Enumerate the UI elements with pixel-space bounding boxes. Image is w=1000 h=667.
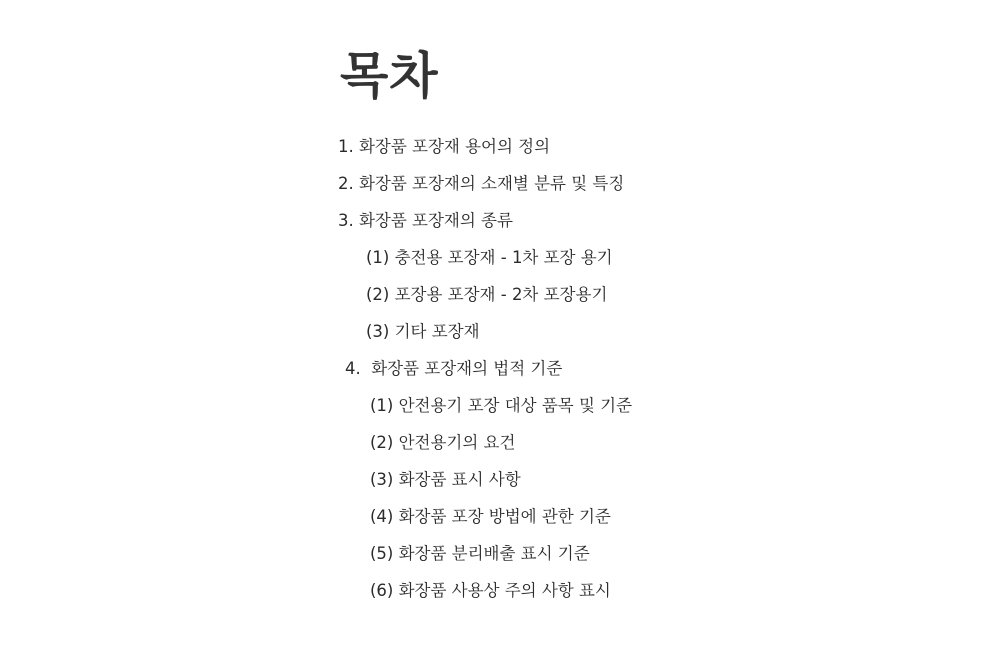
table-of-contents xyxy=(338,46,938,609)
toc-subitem-4-6: (6) 화장품 사용상 주의 사항 표시 xyxy=(370,581,611,600)
toc-subitem-4-2: (2) 안전용기의 요건 xyxy=(370,433,516,452)
toc-subitem-3-1: (1) 충전용 포장재 - 1차 포장 용기 xyxy=(366,248,613,267)
toc-subitem-3-3: (3) 기타 포장재 xyxy=(366,322,480,341)
toc-item-3: 3. 화장품 포장재의 종류 xyxy=(338,211,513,230)
toc-item-2: 2. 화장품 포장재의 소재별 분류 및 특징 xyxy=(338,174,625,193)
toc-list xyxy=(338,128,938,609)
page-title: 목차 xyxy=(340,47,439,105)
toc-item-1: 1. 화장품 포장재 용어의 정의 xyxy=(338,137,551,156)
toc-subitem-4-4: (4) 화장품 포장 방법에 관한 기준 xyxy=(370,507,611,526)
toc-subitem-3-2: (2) 포장용 포장재 - 2차 포장용기 xyxy=(366,285,608,304)
toc-subitem-4-1: (1) 안전용기 포장 대상 품목 및 기준 xyxy=(370,396,633,415)
toc-subitem-4-5: (5) 화장품 분리배출 표시 기준 xyxy=(370,544,590,563)
toc-item-4: 4. 화장품 포장재의 법적 기준 xyxy=(345,359,563,378)
toc-subitem-4-3: (3) 화장품 표시 사항 xyxy=(370,470,521,489)
